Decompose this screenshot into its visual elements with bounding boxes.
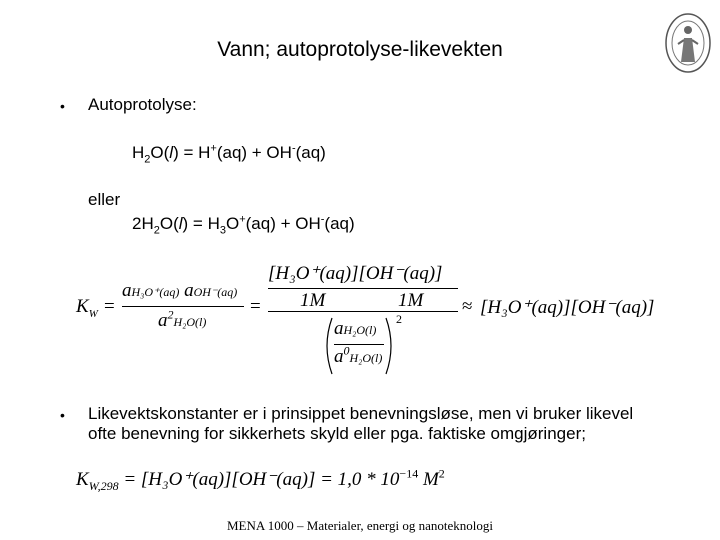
left-paren <box>322 316 334 376</box>
concentration-main-bar <box>268 311 458 312</box>
kw-equals-2: = <box>250 296 261 317</box>
bullet-1: • <box>60 98 65 114</box>
slide-title: Vann; autoprotolyse-likevekten <box>217 38 503 61</box>
activity-numerator: aH₃O⁺(aq) aOH⁻(aq) <box>122 280 238 301</box>
paren-fraction-bar <box>334 344 384 345</box>
approx-result: [H₃O⁺(aq)][OH⁻(aq)] <box>480 297 655 318</box>
concentration-numerator: [H₃O⁺(aq)][OH⁻(aq)] <box>268 263 443 284</box>
kw-symbol: $K_W$ <box>76 296 98 320</box>
activity-denominator: $a^2H_2O(l)$ <box>158 307 207 331</box>
approx-sign: ≈ <box>462 296 473 317</box>
activity-fraction-bar <box>122 306 244 307</box>
concentration-inner-bar <box>268 288 458 289</box>
kw-equals-1: = <box>104 296 115 317</box>
one-molar-1: 1M <box>300 290 326 311</box>
paren-numerator: aH₂O(l) <box>334 318 377 339</box>
equation-2: $2H_2O(l) = H_3O^+(aq) + OH^-(aq)$ <box>132 213 355 237</box>
kw298-equation: $K_{W,298} = [H_3O^+(aq)][OH^-(aq)] = 1,0 * 10^{-14}$ $M^2$ <box>76 466 445 493</box>
equation-1: $H_2O(l) = H^+(aq) + OH^-(aq)$ <box>132 142 326 166</box>
autoprotolyse-heading: Autoprotolyse: <box>88 95 197 114</box>
right-paren <box>384 316 396 376</box>
section2-line-1: Likevektskonstanter er i prinsippet benevningsløse, men vi bruker likevel <box>88 404 634 423</box>
paren-exponent: 2 <box>396 312 402 326</box>
bullet-2: • <box>60 407 65 423</box>
section2-line-2: ofte benevning for sikkerhets skyld eller pga. faktiske omgjøringer; <box>88 424 586 443</box>
paren-denominator: $a^0H_2O(l)$ <box>334 343 383 367</box>
one-molar-2: 1M <box>398 290 424 311</box>
footer-course-title: MENA 1000 – Materialer, energi og nanoteknologi <box>226 518 494 533</box>
eller-label: eller <box>88 190 121 209</box>
